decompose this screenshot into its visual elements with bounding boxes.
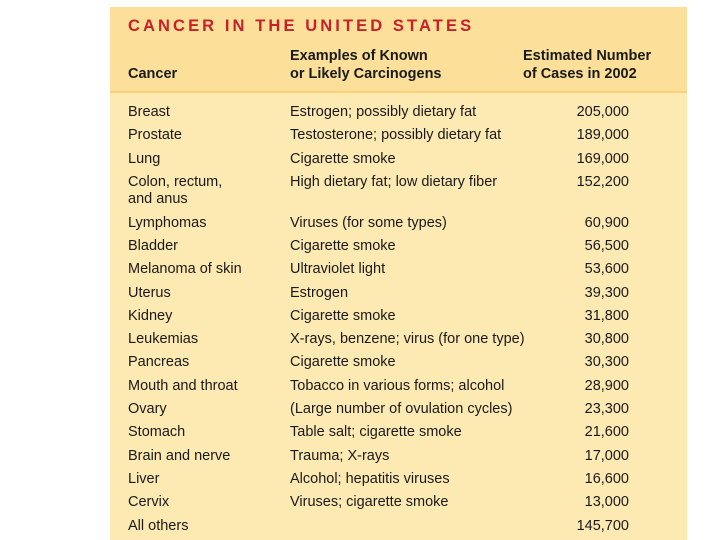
table-row bbox=[110, 261, 687, 284]
cell-cancer: Lymphomas bbox=[128, 214, 207, 231]
cell-cases: 60,900 bbox=[584, 214, 629, 231]
table-row bbox=[110, 424, 687, 447]
cell-cancer: Bladder bbox=[128, 237, 178, 254]
cell-cases: 30,800 bbox=[584, 331, 629, 348]
cell-carcinogens: Estrogen bbox=[290, 284, 349, 301]
cell-cases: 205,000 bbox=[576, 104, 629, 120]
table-row bbox=[110, 127, 687, 150]
cell-cancer: Colon, rectum, and anus bbox=[128, 173, 223, 207]
column-header-carcinogens: Examples of Known or Likely Carcinogens bbox=[290, 48, 442, 82]
cancer-table-panel bbox=[110, 7, 687, 540]
cell-carcinogens: Trauma; X-rays bbox=[290, 447, 390, 464]
table-row bbox=[110, 285, 687, 308]
table-row bbox=[110, 174, 687, 215]
cell-cancer: Ovary bbox=[128, 401, 167, 418]
cell-cases: 30,300 bbox=[584, 354, 629, 371]
cell-cancer: Melanoma of skin bbox=[128, 261, 242, 278]
cell-cancer: Leukemias bbox=[128, 331, 199, 348]
cell-carcinogens: Ultraviolet light bbox=[290, 261, 386, 278]
cell-cases: 39,300 bbox=[584, 284, 629, 301]
cell-carcinogens: X-rays, benzene; virus (for one type) bbox=[290, 331, 525, 348]
cell-cancer: Cervix bbox=[128, 494, 170, 511]
cell-cancer: Mouth and throat bbox=[128, 377, 238, 394]
cell-carcinogens: Viruses (for some types) bbox=[290, 214, 447, 231]
cell-cancer: Brain and nerve bbox=[128, 447, 231, 464]
table-row bbox=[110, 471, 687, 494]
cell-cases: 169,000 bbox=[576, 150, 629, 167]
cell-cancer: Breast bbox=[128, 104, 170, 120]
table-row bbox=[110, 378, 687, 401]
cell-carcinogens: Estrogen; possibly dietary fat bbox=[290, 104, 477, 120]
header-divider bbox=[110, 91, 687, 93]
cell-carcinogens: Viruses; cigarette smoke bbox=[290, 494, 449, 511]
cell-cases: 189,000 bbox=[576, 127, 629, 144]
table-row bbox=[110, 494, 687, 517]
cell-carcinogens: Cigarette smoke bbox=[290, 307, 396, 324]
cell-carcinogens: Cigarette smoke bbox=[290, 354, 396, 371]
table-row bbox=[110, 401, 687, 424]
cell-carcinogens: Alcohol; hepatitis viruses bbox=[290, 470, 450, 487]
table-row bbox=[110, 448, 687, 471]
table-row bbox=[110, 151, 687, 174]
cell-cases: 17,000 bbox=[584, 447, 629, 464]
cell-cases: 28,900 bbox=[584, 377, 629, 394]
table-row bbox=[110, 354, 687, 377]
table-row bbox=[110, 238, 687, 261]
cell-carcinogens: Cigarette smoke bbox=[290, 150, 396, 167]
table-body bbox=[110, 104, 687, 540]
cell-cancer: Lung bbox=[128, 150, 161, 167]
cell-cancer: Stomach bbox=[128, 424, 186, 441]
cell-carcinogens: High dietary fat; low dietary fiber bbox=[290, 173, 498, 190]
cell-cases: 145,700 bbox=[576, 517, 629, 534]
cell-cancer: Prostate bbox=[128, 127, 182, 144]
table-row bbox=[110, 331, 687, 354]
cell-cancer: Pancreas bbox=[128, 354, 190, 371]
table-row bbox=[110, 215, 687, 238]
cell-carcinogens: (Large number of ovulation cycles) bbox=[290, 401, 513, 418]
cell-cases: 152,200 bbox=[576, 173, 629, 190]
cell-cancer: Liver bbox=[128, 470, 160, 487]
cell-carcinogens: Table salt; cigarette smoke bbox=[290, 424, 462, 441]
cell-cases: 53,600 bbox=[584, 261, 629, 278]
cell-carcinogens: Testosterone; possibly dietary fat bbox=[290, 127, 502, 144]
cell-cancer: Uterus bbox=[128, 284, 171, 301]
table-row bbox=[110, 518, 687, 540]
column-header-cancer: Cancer bbox=[128, 66, 178, 82]
cell-carcinogens: Tobacco in various forms; alcohol bbox=[290, 377, 505, 394]
cell-cases: 16,600 bbox=[584, 470, 629, 487]
cell-cases: 23,300 bbox=[584, 401, 629, 418]
table-header bbox=[110, 7, 687, 91]
cell-cases: 56,500 bbox=[584, 237, 629, 254]
cell-cases: 13,000 bbox=[584, 494, 629, 511]
cell-cancer: All others bbox=[128, 517, 189, 534]
column-header-cases: Estimated Number of Cases in 2002 bbox=[523, 48, 652, 82]
table-row bbox=[110, 104, 687, 127]
table-row bbox=[110, 308, 687, 331]
cell-cases: 21,600 bbox=[584, 424, 629, 441]
cell-cancer: Kidney bbox=[128, 307, 173, 324]
cell-cases: 31,800 bbox=[584, 307, 629, 324]
table-title: CANCER IN THE UNITED STATES bbox=[128, 17, 475, 35]
cell-carcinogens: Cigarette smoke bbox=[290, 237, 396, 254]
